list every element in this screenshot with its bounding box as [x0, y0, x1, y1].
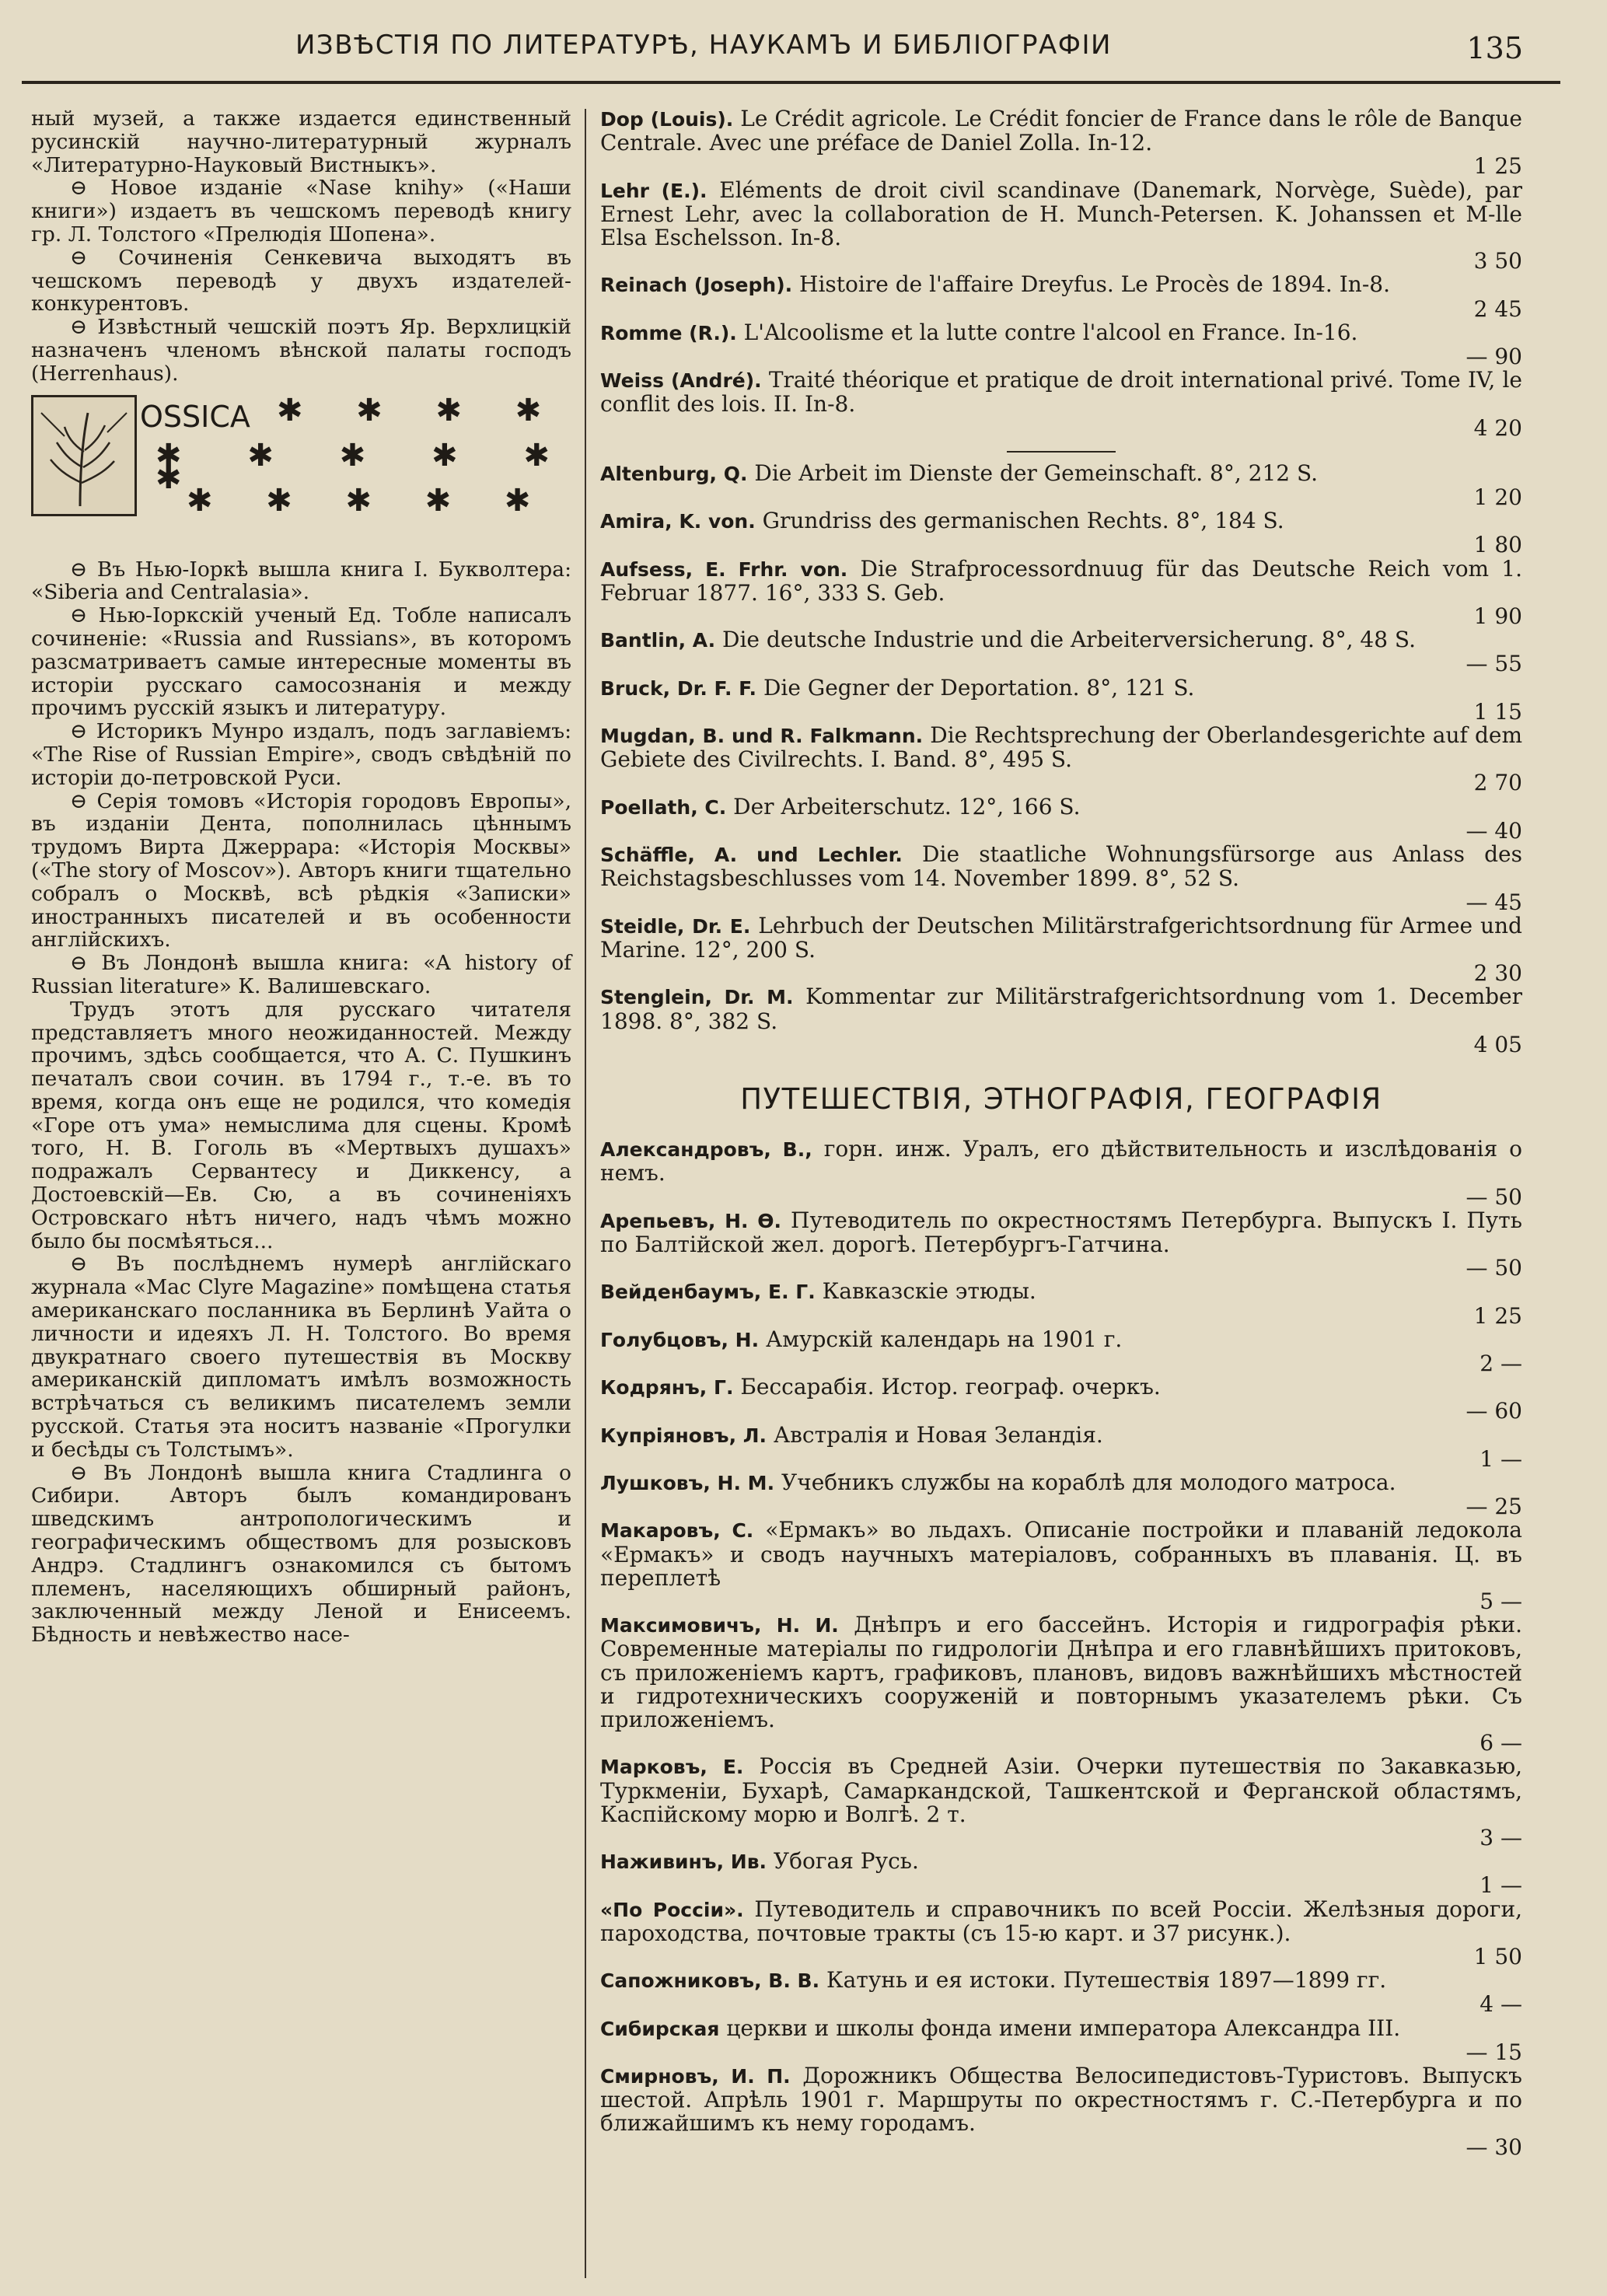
- separator-rule: [1007, 451, 1116, 453]
- entry-price: 1 —: [1479, 1445, 1522, 1472]
- entry-title: Катунь и ея истоки. Путешествія 1897—1899 гг.: [819, 1967, 1387, 1994]
- column-divider: [585, 109, 586, 2278]
- entry-price: 2 45: [1473, 295, 1522, 322]
- entry-price: 1 25: [1473, 153, 1522, 180]
- entry-author: Weiss (André).: [600, 369, 762, 393]
- entry-body: [600, 107, 1522, 155]
- entry-author: Schäffle, A. und Lechler.: [600, 844, 903, 867]
- entry-author: Steidle, Dr. E.: [600, 914, 751, 938]
- entry-author: Наживинъ, Ив.: [600, 1850, 767, 1874]
- entry-author: Mugdan, B. und R. Falkmann.: [600, 725, 924, 748]
- bibliography-entry: [600, 628, 1522, 676]
- entry-body: [600, 1969, 1522, 1993]
- entry-price: 2 70: [1473, 770, 1522, 796]
- entry-author: Сапожниковъ, В. В.: [600, 1969, 820, 1993]
- bibliography-entry: [600, 509, 1522, 557]
- entry-title: церкви и школы фонда имени императора Александра III.: [719, 2015, 1401, 2041]
- entry-author: Romme (R.).: [600, 321, 737, 344]
- entry-author: Lehr (E.).: [600, 179, 707, 202]
- section-heading: ПУТЕШЕСТВІЯ, ЭТНОГРАФІЯ, ГЕОГРАФІЯ: [740, 1082, 1382, 1116]
- entry-price: 1 —: [1479, 1872, 1522, 1899]
- bibliography-entry: [600, 273, 1522, 320]
- bibliography-entry: [600, 985, 1522, 1057]
- entry-body: [600, 1613, 1522, 1732]
- entry-title: Die Rechtsprechung der Oberlandesgerichte auf dem Gebiete des Civilrechts. I. Band. 8°, 495 S.: [600, 722, 1522, 773]
- bibliography-entry: [600, 1280, 1522, 1327]
- entry-price: 4 05: [1473, 1031, 1522, 1057]
- entry-title: Днѣпръ и его бассейнъ. Исторія и гидрографія рѣки. Современные матеріалы по гидрологіи Днѣпра и его главнѣйшихъ притоковъ, съ приложеніемъ картъ, графиковъ, плановъ, видовъ важнѣйшихъ мѣстностей и гидротехническихъ сооруженій и повторнымъ указателемъ рѣки. Съ приложеніемъ.: [600, 1612, 1522, 1732]
- entry-title: Grundriss des germanischen Rechts. 8°, 184 S.: [755, 508, 1284, 534]
- entry-price: 1 80: [1473, 532, 1522, 558]
- header-rule: [22, 81, 1560, 84]
- entry-price: — 25: [1466, 1494, 1522, 1520]
- entry-price: 5 —: [1479, 1588, 1522, 1614]
- entry-author: Купріяновъ, Л.: [600, 1424, 767, 1447]
- entry-title: Die Strafprocessordnuug für das Deutsche Reich vom 1. Februar 1877. 16°, 333 S. Geb.: [600, 555, 1523, 606]
- entry-title: Кавказскіе этюды.: [815, 1278, 1036, 1305]
- bibliography-entry: [600, 1328, 1522, 1375]
- entry-author: Александровъ, В.,: [600, 1138, 812, 1162]
- left-paragraph: ⊖ Нью-Іоркскій ученый Ед. Тобле написалъ сочиненіе: «Russia and Russians», въ которомъ разсматриваетъ самые интересные моменты въ исторіи русскаго самосознанія и между прочимъ русскій языкъ и литературу.: [31, 603, 571, 721]
- entry-author: Макаровъ, С.: [600, 1519, 754, 1543]
- left-paragraph: ⊖ Извѣстный чешскій поэтъ Яр. Верхлицкій назначенъ членомъ вѣнской палаты господъ (Herrenhaus).: [31, 315, 571, 386]
- bibliography-entry: [600, 1898, 1522, 1969]
- bibliography-entry: [600, 1518, 1522, 1613]
- entry-body: [600, 176, 1522, 251]
- entry-author: Aufsess, E. Frhr. von.: [600, 557, 848, 581]
- bibliography-entry: [600, 1375, 1522, 1423]
- entry-body: [600, 273, 1522, 297]
- entry-author: Арепьевъ, Н. Ѳ.: [600, 1209, 782, 1232]
- bibliography-entry: [600, 843, 1522, 914]
- entry-author: Reinach (Joseph).: [600, 274, 793, 297]
- bibliography-entry: [600, 557, 1522, 629]
- header-title: ИЗВѢСТІЯ ПО ЛИТЕРАТУРѢ, НАУКАМЪ И БИБЛІОГРАФІИ: [295, 30, 1112, 61]
- left-paragraph: ⊖ Серія томовъ «Исторія городовъ Европы», въ изданіи Дента, пополнилась цѣннымъ трудомъ Вирта Джеррара: «Исторія Москвы» («The story of Moscov»). Авторъ книги тщательно собралъ о Москвѣ, всѣ рѣдкія «Записки» иностранныхъ писателей и въ особенности англійскихъ.: [31, 788, 571, 952]
- entry-author: Смирновъ, И. П.: [600, 2065, 791, 2088]
- entry-author: «По Россіи».: [600, 1898, 744, 1921]
- bibliography-entry: [600, 369, 1522, 440]
- german-bibliography: [600, 462, 1522, 1057]
- entry-body: [600, 2017, 1522, 2041]
- left-paragraph: ⊖ Въ Лондонѣ вышла книга Стадлинга о Сибири. Авторъ былъ командированъ шведскимъ антропологическимъ и географическимъ обществомъ для розысковъ Андрэ. Стадлингъ ознакомился съ бытомъ племенъ, населяющихъ обширный районъ, заключенный между Леной и Енисеемъ. Бѣдность и невѣжество насе-: [31, 1460, 571, 1648]
- russian-bibliography: [600, 1138, 1522, 2159]
- entry-body: [600, 676, 1522, 701]
- left-paragraph: ⊖ Въ Лондонѣ вышла книга: «A history of Russian literature» К. Валишевскаго.: [31, 951, 571, 998]
- entry-author: Stenglein, Dr. M.: [600, 986, 794, 1009]
- entry-price: — 90: [1466, 344, 1522, 370]
- entry-price: 3 50: [1473, 248, 1522, 274]
- entry-price: 1 50: [1473, 1944, 1522, 1970]
- entry-title: Die Gegner der Deportation. 8°, 121 S.: [756, 674, 1195, 701]
- entry-price: 2 30: [1473, 960, 1522, 987]
- entry-price: — 30: [1466, 2133, 1522, 2160]
- entry-body: [600, 1471, 1522, 1495]
- entry-body: [600, 1518, 1522, 1590]
- entry-price: 1 25: [1473, 1302, 1522, 1329]
- entry-title: Россія въ Средней Азіи. Очерки путешествія по Закавказью, Туркменіи, Бухарѣ, Самаркандской, Ташкентской и Ферганской областямъ, Каспійскому морю и Волгѣ. 2 т.: [600, 1753, 1522, 1827]
- bibliography-entry: [600, 2017, 1522, 2064]
- entry-body: [600, 1850, 1522, 1874]
- left-paragraph: ⊖ Историкъ Мунро издалъ, подъ заглавіемъ: «The Rise of Russian Empire», сводъ свѣдѣній по исторіи до-петровской Руси.: [31, 719, 571, 790]
- entry-title: Eléments de droit civil scandinave (Danemark, Norvège, Suède), par Ernest Lehr, avec la collaboration de H. Munch-Petersen. K. Johanssen et M-lle Elsa Eschelsson. In-8.: [600, 176, 1522, 251]
- entry-title: Путеводитель по окрестностямъ Петербурга. Выпускъ I. Путь по Балтійской жел. дорогѣ. Петербургъ-Гатчина.: [600, 1207, 1522, 1257]
- entry-title: Бессарабія. Истор. географ. очеркъ.: [733, 1374, 1161, 1400]
- entry-author: Лушковъ, Н. М.: [600, 1471, 775, 1494]
- entry-author: Кодрянъ, Г.: [600, 1376, 734, 1400]
- entry-body: [600, 1898, 1522, 1945]
- fern-ornament-icon: [33, 397, 134, 514]
- entry-title: Die Arbeit im Dienste der Gemeinschaft. 8°, 212 S.: [747, 460, 1319, 486]
- entry-body: [600, 628, 1522, 652]
- bibliography-entry: [600, 107, 1522, 179]
- ossica-section-header: [31, 392, 571, 543]
- entry-body: [600, 321, 1522, 345]
- entry-author: Bantlin, A.: [600, 629, 716, 652]
- entry-price: 3 —: [1479, 1825, 1522, 1851]
- bibliography-entry: [600, 724, 1522, 795]
- entry-title: Учебникъ службы на кораблѣ для молодого матроса.: [774, 1469, 1396, 1495]
- entry-price: — 50: [1466, 1183, 1522, 1210]
- entry-body: [600, 914, 1522, 962]
- entry-author: Вейденбаумъ, Е. Г.: [600, 1281, 816, 1304]
- entry-author: Голубцовъ, Н.: [600, 1328, 760, 1351]
- entry-author: Poellath, C.: [600, 795, 727, 819]
- entry-title: Histoire de l'affaire Dreyfus. Le Procès de 1894. In-8.: [792, 271, 1391, 298]
- entry-price: 4 20: [1473, 414, 1522, 441]
- entry-price: — 50: [1466, 1255, 1522, 1281]
- left-paragraph: Трудъ этотъ для русскаго читателя представляетъ много неожиданностей. Между прочимъ, здѣсь сообщается, что А. С. Пушкинъ печаталъ свои сочин. въ 1794 г., т.-е. въ то время, когда онъ еще не родился, что комедія «Горе отъ ума» немыслима для сцены. Кромѣ того, Н. В. Гоголь въ «Мертвыхъ душахъ» подражалъ Сервантесу и Диккенсу, а Достоевскій—Ев. Сю, а въ сочиненіяхъ Островскаго нѣтъ ничего, надъ чѣмъ можно было бы посмѣяться...: [31, 997, 571, 1253]
- bibliography-entry: [600, 176, 1522, 274]
- entry-price: — 60: [1466, 1398, 1522, 1424]
- entry-body: [600, 369, 1522, 416]
- entry-price: 4 —: [1479, 1991, 1522, 2018]
- entry-author: Bruck, Dr. F. F.: [600, 676, 757, 700]
- entry-body: [600, 1209, 1522, 1256]
- entry-title: «Ермакъ» во льдахъ. Описаніе постройки и плаваній ледокола «Ермакъ» и сводъ научныхъ матеріаловъ, собранныхъ въ плаванія. Ц. въ переплетѣ: [600, 1517, 1522, 1591]
- bibliography-entry: [600, 2064, 1522, 2159]
- page-number: 135: [1466, 31, 1523, 65]
- entry-body: [600, 2064, 1522, 2136]
- entry-price: — 45: [1466, 889, 1522, 915]
- left-column: [31, 107, 571, 1647]
- entry-author: Dop (Louis).: [600, 108, 734, 131]
- entry-title: Убогая Русь.: [767, 1848, 919, 1875]
- left-paragraph: ⊖ Въ послѣднемъ нумерѣ англійскаго журнала «Mac Clyre Magazine» помѣщена статья американскаго посланника въ Берлинѣ Уайта о личности и идеяхъ Л. Н. Толстого. Во время двукратнаго своего путешествія въ Москву американскій дипломатъ имѣлъ возможность встрѣчаться съ великимъ писателемъ земли русской. Статья эта носитъ названіе «Прогулки и бесѣды съ Толстымъ».: [31, 1252, 571, 1462]
- entry-author: Altenburg, Q.: [600, 462, 748, 485]
- entry-author: Марковъ, Е.: [600, 1756, 744, 1779]
- bibliography-entry: [600, 1138, 1522, 1209]
- entry-body: [600, 724, 1522, 771]
- bibliography-entry: [600, 1755, 1522, 1850]
- bibliography-entry: [600, 321, 1522, 369]
- entry-title: L'Alcoolisme et la lutte contre l'alcool en France. In-16.: [736, 319, 1358, 345]
- bibliography-entry: [600, 1613, 1522, 1755]
- entry-price: 2 —: [1479, 1350, 1522, 1376]
- stars-row: ✱ ✱ ✱ ✱ ✱ ✱: [155, 437, 571, 497]
- entry-price: 1 90: [1473, 603, 1522, 630]
- left-paragraph: ⊖ Новое изданіе «Nase knihy» («Наши книги») издаетъ въ чешскомъ переводѣ книгу гр. Л. Толстого «Прелюдія Шопена».: [31, 176, 571, 246]
- bibliography-entry: [600, 1421, 1522, 1472]
- left-paragraph: ⊖ Сочиненія Сенкевича выходятъ въ чешскомъ переводѣ у двухъ издателей-конкурентовъ.: [31, 245, 571, 316]
- bibliography-entry: [600, 795, 1522, 843]
- entry-title: Путеводитель и справочникъ по всей Россіи. Желѣзныя дороги, пароходства, почтовые тракты (съ 15-ю карт. и 37 рисунк.).: [600, 1896, 1523, 1946]
- entry-body: [600, 1328, 1522, 1352]
- entry-body: [600, 462, 1522, 486]
- entry-author: Amira, K. von.: [600, 510, 756, 533]
- entry-title: Австралія и Новая Зеландія.: [767, 1421, 1103, 1448]
- entry-price: 6 —: [1479, 1730, 1522, 1756]
- bibliography-entry: [600, 462, 1522, 509]
- entry-price: 1 20: [1473, 484, 1522, 511]
- bibliography-entry: [600, 676, 1522, 724]
- bibliography-entry: [600, 1969, 1522, 2016]
- entry-price: — 55: [1466, 651, 1522, 677]
- bibliography-entry: [600, 1209, 1522, 1281]
- entry-body: [600, 1280, 1522, 1304]
- entry-price: 1 15: [1473, 698, 1522, 725]
- entry-title: Traité théorique et pratique de droit international privé. Tome IV, le conflit des lois. II. In-8.: [600, 367, 1522, 418]
- entry-title: Lehrbuch der Deutschen Militärstrafgerichtsordnung für Armee und Marine. 12°, 200 S.: [600, 912, 1522, 963]
- entry-body: [600, 985, 1522, 1033]
- ossica-title: OSSICA: [140, 399, 250, 434]
- entry-title: Der Arbeiterschutz. 12°, 166 S.: [726, 793, 1081, 820]
- entry-price: — 15: [1466, 2039, 1522, 2065]
- french-bibliography: [600, 107, 1522, 440]
- entry-body: [600, 509, 1522, 533]
- left-paragraph: ный музей, а также издается единственный русинскій научно-литературный журналъ «Литературно-Науковый Вистныкъ».: [31, 107, 571, 177]
- bibliography-entry: [600, 1850, 1522, 1897]
- entry-author: Сибирская: [600, 2017, 720, 2040]
- entry-title: Die deutsche Industrie und die Arbeiterversicherung. 8°, 48 S.: [715, 627, 1417, 653]
- entry-title: Le Crédit agricole. Le Crédit foncier de France dans le rôle de Banque Centrale. Avec une préface de Daniel Zolla. In-12.: [600, 106, 1522, 156]
- entry-price: — 40: [1466, 817, 1522, 844]
- bibliography-entry: [600, 1471, 1522, 1518]
- entry-body: [600, 1755, 1522, 1826]
- entry-title: Die staatliche Wohnungsfürsorge aus Anlass des Reichstagsbeschlusses vom 14. November 1899. 8°, 52 S.: [600, 841, 1522, 892]
- entry-body: [600, 843, 1522, 890]
- entry-title: Kommentar zur Militärstrafgerichtsordnung vom 1. December 1898. 8°, 382 S.: [600, 984, 1522, 1034]
- entry-body: [600, 557, 1522, 605]
- stars-row: ✱ ✱ ✱ ✱ ✱: [187, 482, 553, 519]
- stars-row: ✱ ✱ ✱ ✱: [277, 392, 564, 428]
- bibliography-entry: [600, 914, 1522, 986]
- entry-title: Амурскій календарь на 1901 г.: [759, 1326, 1123, 1352]
- entry-body: [600, 1375, 1522, 1400]
- left-paragraph: ⊖ Въ Нью-Іоркѣ вышла книга I. Букволтера: «Siberia and Centralasia».: [31, 557, 571, 605]
- entry-body: [600, 795, 1522, 820]
- ossica-ornament: [31, 395, 137, 516]
- entry-body: [600, 1138, 1522, 1185]
- entry-body: [600, 1421, 1522, 1448]
- entry-title: горн. инж. Уралъ, его дѣйствительность и изслѣдованія о немъ.: [600, 1136, 1522, 1186]
- right-column: [600, 107, 1522, 2159]
- running-header: [0, 30, 1607, 76]
- entry-title: Дорожникъ Общества Велосипедистовъ-Туристовъ. Выпускъ шестой. Апрѣль 1901 г. Маршруты по окрестностямъ г. С.-Петербурга и по ближайшимъ къ нему городамъ.: [600, 2063, 1522, 2137]
- entry-author: Максимовичъ, Н. И.: [600, 1614, 839, 1637]
